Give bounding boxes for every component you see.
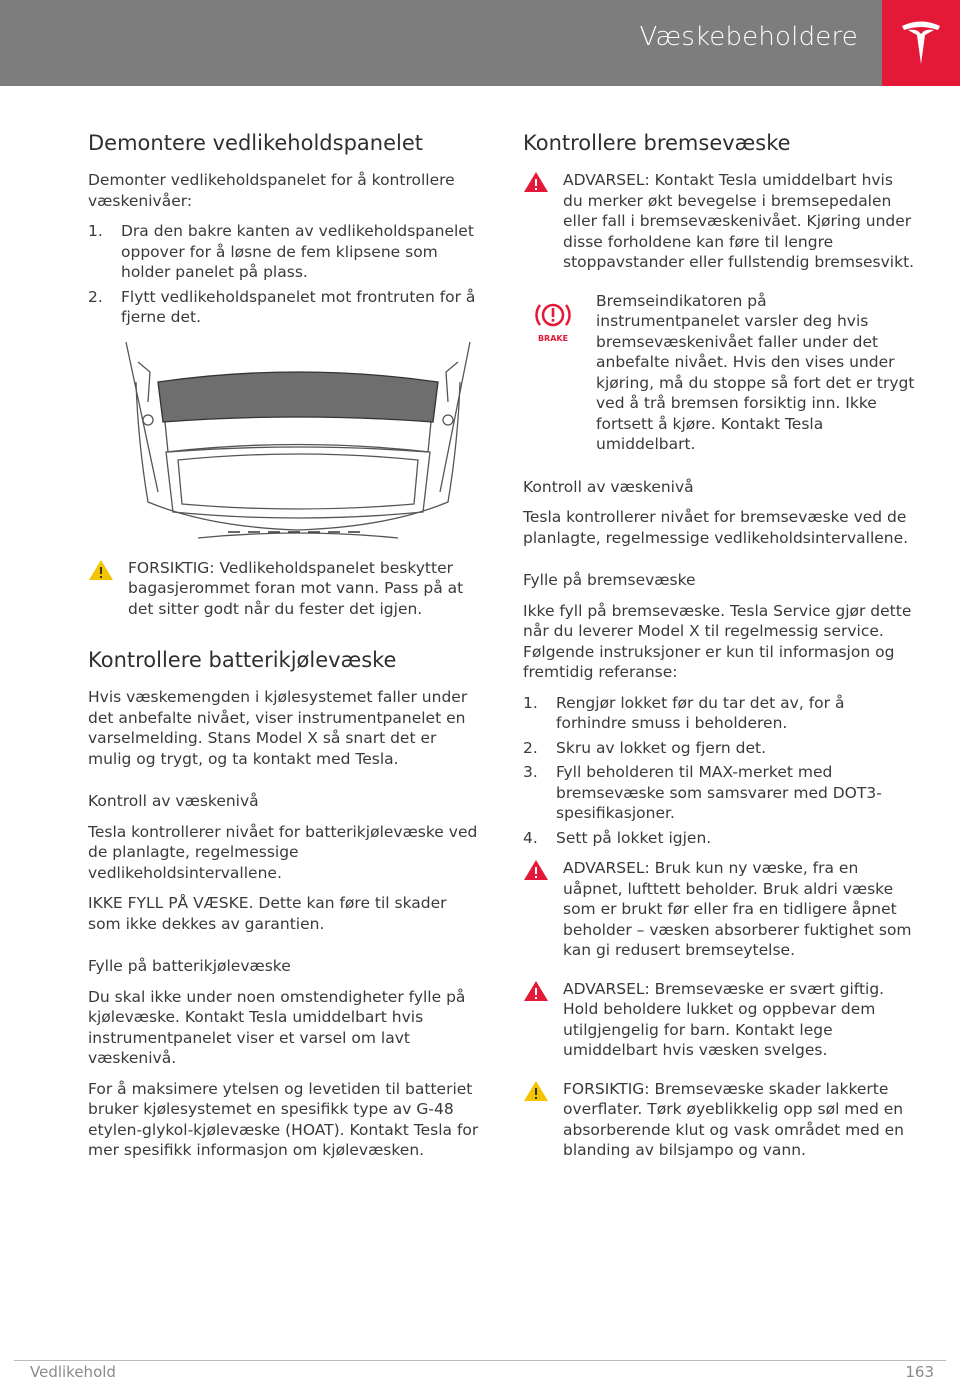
- list-item: 2. Flytt vedlikeholdspanelet mot frontruten for å fjerne det.: [88, 287, 476, 326]
- caution-notice: [523, 1079, 915, 1161]
- paragraph: Tesla kontrollerer nivået for bremsevæske ved de planlagte, regelmessige vedlikeholdsintervallene.: [523, 508, 909, 547]
- list-item: 1. Rengjør lokket før du tar det av, for å forhindre smuss i beholderen.: [523, 693, 845, 732]
- paragraph: IKKE FYLL PÅ VÆSKE. Dette kan føre til skader som ikke dekkes av garantien.: [88, 894, 447, 933]
- caution-notice: [88, 558, 480, 620]
- subheading-coolant-fill: Fylle på batterikjølevæske: [88, 957, 291, 975]
- section-title-service-panel: Demontere vedlikeholdspanelet: [88, 131, 423, 155]
- brake-indicator-text: Bremseindikatoren på instrumentpanelet varsler deg hvis bremsevæskenivået faller under det anbefalte nivået. Hvis den vises under kjøring, må du stoppe så fort det er trygt ved å trå bremsen forsiktig inn. Ikke fortsett å kjøre. Kontakt Tesla umiddelbart.: [596, 291, 915, 453]
- right-column: [523, 128, 915, 1179]
- subheading-brake-fill: Fylle på bremsevæske: [523, 571, 696, 589]
- brake-icon-label: BRAKE: [537, 333, 569, 343]
- service-panel-intro: Demonter vedlikeholdspanelet for å kontrollere væskenivåer:: [88, 171, 455, 210]
- coolant-intro: Hvis væskemengden i kjølesystemet faller under det anbefalte nivået, viser instrumentpanelet en varselmelding. Stans Model X så snart det er mulig og trygt, og ta kontakt med Tesla.: [88, 688, 468, 768]
- caution-triangle-icon: [523, 1079, 549, 1103]
- paragraph: Tesla kontrollerer nivået for batterikjølevæske ved de planlagte, regelmessige vedlikeholdsintervallene.: [88, 822, 478, 882]
- list-item: 2. Skru av lokket og fjern det.: [523, 738, 767, 757]
- warning-notice: [523, 858, 915, 961]
- list-item: 3. Fyll beholderen til MAX-merket med bremsevæske som samsvarer med DOT3-spesifikasjoner.: [523, 763, 882, 822]
- frunk-illustration: [118, 342, 478, 542]
- warning-text: ADVARSEL: Bruk kun ny væske, fra en uåpnet, lufttett beholder. Bruk aldri væske som er brukt før eller fra en tidligere åpnet beholder – væsken absorberer fuktighet som kan gi redusert bremseytelse.: [563, 859, 912, 959]
- paragraph: For å maksimere ytelsen og levetiden til batteriet bruker kjølesystemet en spesifikk type av G-48 etylen-glykol-kjølevæske (HOAT). Kontakt Tesla for mer spesifikk informasjon om kjølevæsken.: [88, 1079, 479, 1159]
- page-header: [0, 0, 882, 86]
- footer-section: Vedlikehold: [30, 1363, 116, 1381]
- paragraph: Du skal ikke under noen omstendigheter fylle på kjølevæske. Kontakt Tesla umiddelbart hvis instrumentpanelet viser et varsel om lavt væskenivå.: [88, 987, 466, 1067]
- paragraph: Ikke fyll på bremsevæske. Tesla Service gjør dette når du leverer Model X til regelmessig service. Følgende instruksjoner er kun til informasjon og fremtidig referanse:: [523, 601, 912, 681]
- service-panel-steps: [88, 221, 480, 328]
- footer-divider: [14, 1360, 946, 1361]
- caution-text: FORSIKTIG: Vedlikeholdspanelet beskytter bagasjerommet foran mot vann. Pass på at det sitter godt når du fester det igjen.: [128, 558, 464, 618]
- caution-triangle-icon: [88, 558, 114, 582]
- warning-triangle-icon: [523, 858, 549, 882]
- brake-warning-icon: [533, 299, 573, 347]
- tesla-logo-icon: [898, 18, 944, 68]
- list-item: 4. Sett på lokket igjen.: [523, 828, 712, 847]
- left-column: [88, 128, 480, 1171]
- warning-text: ADVARSEL: Bremsevæske er svært giftig. Hold beholdere lukket og oppbevar dem utilgjengelig for barn. Kontakt lege umiddelbart hvis væsken svelges.: [563, 979, 885, 1059]
- tesla-logo: [882, 0, 960, 86]
- subheading-fluid-check: Kontroll av væskenivå: [523, 477, 694, 496]
- list-item: 1. Dra den bakre kanten av vedlikeholdspanelet oppover for å løsne de fem klipsene som holder panelet på plass.: [88, 222, 474, 281]
- brake-fill-steps: [523, 693, 915, 849]
- warning-triangle-icon: [523, 979, 549, 1003]
- section-title-coolant: Kontrollere batterikjølevæske: [88, 648, 397, 672]
- subheading-fluid-check: Kontroll av væskenivå: [88, 792, 259, 810]
- warning-notice: [523, 170, 915, 273]
- section-title-brake-fluid: Kontrollere bremsevæske: [523, 131, 791, 155]
- page-number: 163: [905, 1363, 934, 1381]
- warning-notice: [523, 979, 915, 1061]
- caution-text: FORSIKTIG: Bremsevæske skader lakkerte overflater. Tørk øyeblikkelig opp søl med en absorberende klut og vask området med en blanding av bilsjampo og vann.: [563, 1079, 904, 1159]
- warning-text: ADVARSEL: Kontakt Tesla umiddelbart hvis du merker økt bevegelse i bremsepedalen eller fall i bremsevæskenivået. Kjøring under disse forholdene kan føre til lengre stoppavstander eller fullstendig bremsesvikt.: [563, 171, 915, 271]
- page-title: Væskebeholdere: [639, 22, 858, 52]
- brake-indicator-note: [523, 291, 915, 455]
- warning-triangle-icon: [523, 170, 549, 194]
